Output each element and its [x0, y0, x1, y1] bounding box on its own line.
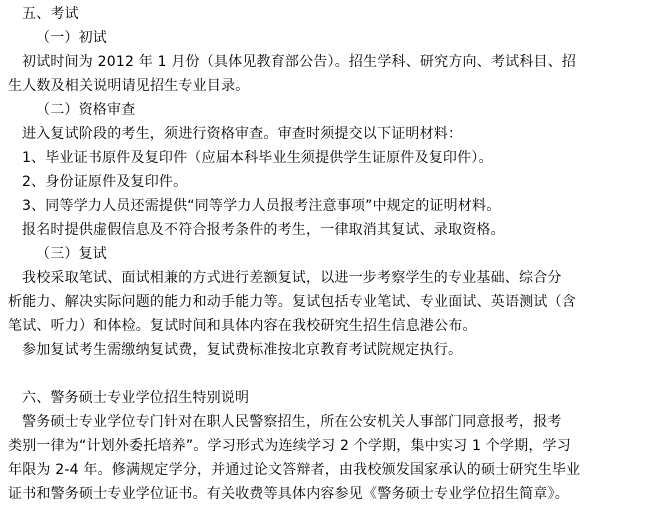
paragraph-line: 参加复试考生需缴纳复试费，复试费标准按北京教育考试院规定执行。 — [22, 342, 463, 358]
paragraph-line: 年限为 2-4 年。修满规定学分，并通过论文答辩者，由我校颁发国家承认的硕士研究生毕业 — [8, 462, 581, 478]
subheading-reexam: （三）复试 — [36, 246, 107, 262]
paragraph-line: 初试时间为 2012 年 1 月份（具体见教育部公告）。招生学科、研究方向、考试科目、招 — [22, 54, 577, 70]
paragraph-line: 我校采取笔试、面试相兼的方式进行差额复试，以进一步考察学生的专业基础、综合分 — [22, 270, 562, 286]
paragraph-line: 报名时提供虚假信息及不符合报考条件的考生，一律取消其复试、录取资格。 — [22, 222, 505, 238]
subheading-qualification-review: （二）资格审查 — [36, 102, 136, 118]
section-heading-police-master: 六、警务硕士专业学位招生特别说明 — [22, 390, 250, 406]
list-item: 2、身份证原件及复印件。 — [22, 174, 188, 190]
paragraph-line: 生人数及相关说明请见招生专业目录。 — [8, 78, 250, 94]
paragraph-line: 证书和警务硕士专业学位证书。有关收费等具体内容参见《警务硕士专业学位招生简章》。 — [8, 486, 569, 502]
paragraph-line: 类别一律为“计划外委托培养”。学习形式为连续学习 2 个学期，集中实习 1 个学期，学习 — [8, 438, 571, 454]
paragraph-line: 笔试、听力）和体检。复试时间和具体内容在我校研究生招生信息港公布。 — [8, 318, 477, 334]
list-item: 1、毕业证书原件及复印件（应届本科毕业生须提供学生证原件及复印件）。 — [22, 150, 493, 166]
section-heading-exam: 五、考试 — [22, 6, 79, 22]
paragraph-line: 析能力、解决实际问题的能力和动手能力等。复试包括专业笔试、专业面试、英语测试（含 — [8, 294, 576, 310]
list-item: 3、同等学力人员还需提供“同等学力人员报考注意事项”中规定的证明材料。 — [22, 198, 501, 214]
paragraph-line: 进入复试阶段的考生，须进行资格审查。审查时须提交以下证明材料： — [22, 126, 463, 142]
subheading-preliminary-exam: （一）初试 — [36, 30, 107, 46]
paragraph-line: 警务硕士专业学位专门针对在职人民警察招生，所在公安机关人事部门同意报考，报考 — [22, 414, 562, 430]
